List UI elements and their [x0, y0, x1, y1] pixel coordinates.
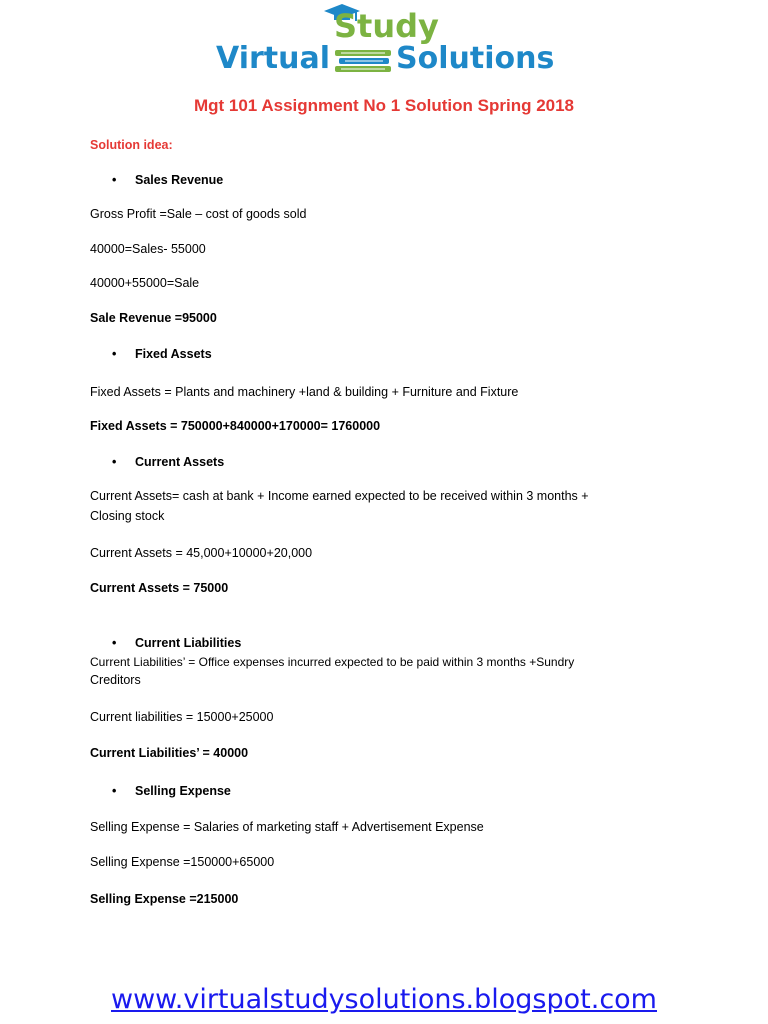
bullet-icon: • [112, 455, 117, 469]
current-assets-line-2: Current Assets = 45,000+10000+20,000 [90, 546, 313, 560]
logo-word-study: Study [334, 7, 439, 45]
sales-result: Sale Revenue =95000 [90, 311, 217, 325]
selling-expense-result: Selling Expense =215000 [90, 892, 239, 906]
logo-word-solutions: Solutions [396, 41, 555, 76]
current-assets-result: Current Assets = 75000 [90, 581, 229, 595]
sales-line-1: Gross Profit =Sale – cost of goods sold [90, 207, 307, 221]
current-assets-line-1b: Closing stock [90, 509, 165, 523]
section-heading-current-liabilities: Current Liabilities [135, 636, 242, 650]
section-heading-current-assets: Current Assets [135, 455, 225, 469]
fixed-assets-result: Fixed Assets = 750000+840000+170000= 1760000 [90, 419, 381, 433]
bullet-icon: • [112, 636, 117, 650]
section-heading-sales-revenue: Sales Revenue [135, 173, 224, 187]
current-liabilities-line-1a: Current Liabilities’ = Office expenses incurred expected to be paid within 3 months +Sundry [90, 655, 575, 669]
selling-expense-line-2: Selling Expense =150000+65000 [90, 855, 275, 869]
bullet-icon: • [112, 173, 117, 187]
solution-idea-label: Solution idea: [90, 138, 173, 152]
current-liabilities-line-1b: Creditors [90, 673, 141, 687]
section-heading-fixed-assets: Fixed Assets [135, 347, 212, 361]
logo-word-virtual: Virtual [216, 41, 330, 76]
selling-expense-line-1: Selling Expense = Salaries of marketing staff + Advertisement Expense [90, 820, 484, 834]
footer-website-link[interactable]: www.virtualstudysolutions.blogspot.com [111, 984, 657, 1015]
sales-line-3: 40000+55000=Sale [90, 276, 200, 290]
fixed-assets-line-1: Fixed Assets = Plants and machinery +land & building + Furniture and Fixture [90, 385, 519, 399]
section-heading-selling-expense: Selling Expense [135, 784, 231, 798]
current-liabilities-line-2: Current liabilities = 15000+25000 [90, 710, 274, 724]
bullet-icon: • [112, 347, 117, 361]
current-liabilities-result: Current Liabilities’ = 40000 [90, 746, 249, 760]
current-assets-line-1a: Current Assets= cash at bank + Income earned expected to be received within 3 months + [90, 489, 589, 503]
bullet-icon: • [112, 784, 117, 798]
books-icon [333, 48, 393, 74]
sales-line-2: 40000=Sales- 55000 [90, 242, 206, 256]
site-logo [216, 0, 556, 84]
document-title: Mgt 101 Assignment No 1 Solution Spring 2018 [193, 96, 575, 115]
